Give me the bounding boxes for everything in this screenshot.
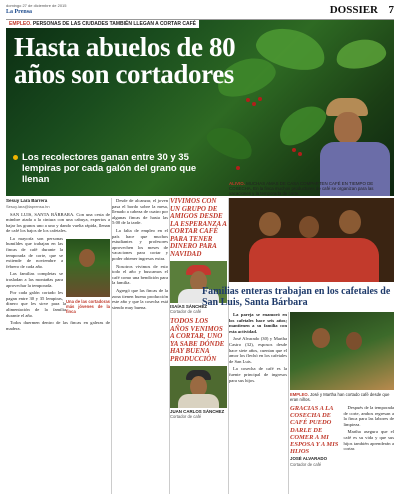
couple-photo xyxy=(290,312,394,390)
child-shape xyxy=(299,216,319,238)
paragraph-lead: La pareja se enamoró en los cafetales hace seis años; mantienen a su familia con esta actividad. xyxy=(229,312,287,334)
family-article-cont xyxy=(344,405,395,467)
child-shape xyxy=(339,210,361,234)
coffee-berry xyxy=(258,97,262,101)
family-feature xyxy=(290,312,394,494)
children-photo xyxy=(229,198,394,282)
quote-role: Cortador de café xyxy=(170,414,202,420)
paragraph: Desde de alcanzar, el joven pasa el bordo sobre la mesa, llenado a cabeza de cuatro por algunas fincas de hasta las 5:00 de la tarde. xyxy=(112,198,168,226)
pull-quote: GRACIAS A LA COSECHA DE CAFÉ PUEDO DARLE DE COMER A MI ESPOSA Y A MIS HIJOS xyxy=(290,405,339,456)
caption-label: ALIVIO. xyxy=(229,181,245,186)
portrait-photo xyxy=(170,366,227,408)
face-shape xyxy=(312,328,330,348)
quote-role: Cortador de café xyxy=(170,309,202,315)
article-column-1 xyxy=(6,198,110,494)
masthead xyxy=(6,3,394,19)
coffee-berry xyxy=(292,148,296,152)
newspaper-name: La Prensa xyxy=(6,9,33,15)
paragraph: SAN LUIS, SANTA BÁRBARA. Con una cesta de mimbre atada a la cintura con una cabuya, expertos a bajar los granos uno a uno y dando vuelta rápida, llenan de café los bajos de los cafetales. xyxy=(6,211,110,234)
bullet-icon xyxy=(13,155,18,160)
face-shape xyxy=(346,332,362,350)
clothing-shape xyxy=(249,238,379,282)
coffee-berry xyxy=(236,166,240,170)
byline-email: Sesuy.lara@laprensa.hn xyxy=(6,203,50,209)
family-article-column xyxy=(229,312,287,494)
child-shape xyxy=(259,212,281,236)
quote-block xyxy=(290,405,341,467)
paragraph: Agregó que las fincas de la zona tienen buena producción este año y que la cosecha está siendo muy buena. xyxy=(112,287,168,310)
pull-quote: TODOS LOS AÑOS VENIMOS A CORTAR, UNO YA SABE DÓNDE HAY BUENA PRODUCCIÓN xyxy=(170,317,225,363)
paragraph: Por cada galón cortado les pagan entre 30 y 35 lempiras, dinero que les sirve para la alimentación de la familia durante el año. xyxy=(6,290,66,318)
paragraph: Nosotros vivimos de esto todo el año y buscamos el café como una bendición para la familia. xyxy=(112,263,168,286)
couple-caption xyxy=(290,392,394,402)
girl-photo xyxy=(66,239,110,297)
quote-author: JUAN CARLOS SÁNCHEZ xyxy=(170,409,225,415)
caption-text: José y Martha han cortado café desde que eran niños. xyxy=(290,392,390,402)
pull-quote: VIVIMOS CON UN GRUPO DE AMIGOS DESDE LA ESPERANZA A CORTAR CAFÉ PARA TENER DINERO PARA NAVIDAD xyxy=(170,198,227,258)
paragraph: Después de la temporada de corte, ambos regresan a la finca para las labores de limpieza. xyxy=(343,405,394,427)
hero-photo xyxy=(6,20,394,196)
quote-author: ISAÍAS SÁNCHEZ xyxy=(170,304,208,309)
page-number: 7 xyxy=(388,4,394,16)
caption-label: EMPLEO. xyxy=(290,392,309,397)
quote-role: Cortador de café xyxy=(290,461,322,467)
paragraph: Martha asegura que el café es su vida y que sus hijos también aprenderán a cortar. xyxy=(343,429,394,452)
subheadline-text: Los recolectores ganan entre 30 y 35 lempiras por cada galón del grano que llenan xyxy=(22,152,197,185)
face-shape xyxy=(334,112,362,144)
publication-date: domingo 27 de diciembre de 2015 xyxy=(6,3,67,8)
caption-text: MUCHAS AMAS DE CASA COMPARTEN CAFÉ EN TIEMPO DE COSECHA. En la finca muchos productores de café se organizan para las vacaciones y la temporada de corte. xyxy=(229,181,374,197)
coffee-berry xyxy=(246,98,250,102)
quotes-column xyxy=(170,198,227,494)
coffee-berry xyxy=(252,102,256,106)
coffee-berry xyxy=(298,152,302,156)
kicker-label: EMPLEO. xyxy=(9,21,32,27)
paragraph: José Alvarado (30) y Martha Castro (32), esposos desde hace siete años, cuentan que el amor los flechó en los cafetales de San Luis. xyxy=(229,336,287,364)
paragraph: Las familias completas se trasladan a las montañas para aprovechar la temporada. xyxy=(6,271,63,288)
photo-caption-top xyxy=(229,181,394,197)
paragraph: Todos duermen dentro de las fincas en galeras de madera. xyxy=(6,320,110,331)
byline-name: Sesuy Lara Barrera xyxy=(6,198,48,203)
hero-kicker xyxy=(6,20,199,28)
leaf-shape xyxy=(334,36,388,72)
headline: Hasta abuelos de 80 años son cortadores xyxy=(14,32,236,89)
kicker-text: PERSONAS DE LAS CIUDADES TAMBIÉN LLEGAN A CORTAR CAFÉ xyxy=(32,21,196,27)
section-name: DOSSIER xyxy=(329,4,378,16)
paragraph: La cosecha de café es la fuente principal de ingresos para sus hijos. xyxy=(229,366,287,383)
paragraph: La mayoría son personas humildes que trabajan en las fincas de café durante la temporada de corte, que se extiende de noviembre a febrero de cada año. xyxy=(6,235,63,269)
girl-caption: Una de las cortadoras más jóvenes de la finca xyxy=(66,298,110,314)
family-bottom xyxy=(290,405,394,467)
subheadline xyxy=(22,152,222,185)
body-shape xyxy=(178,394,219,408)
article-column-2 xyxy=(112,198,168,494)
column-rule xyxy=(288,312,289,494)
family-section-title: Familias enteras trabajan en los cafetales de San Luis, Santa Bárbara xyxy=(202,286,391,308)
quote-author: JOSÉ ALVARADO xyxy=(290,456,327,462)
article-body xyxy=(6,212,110,332)
paragraph: La falta de empleo en el país hace que muchos estudiantes y profesores aprovechen los meses de vacaciones para cortar y poder obtener ingresos extra. xyxy=(112,227,168,261)
